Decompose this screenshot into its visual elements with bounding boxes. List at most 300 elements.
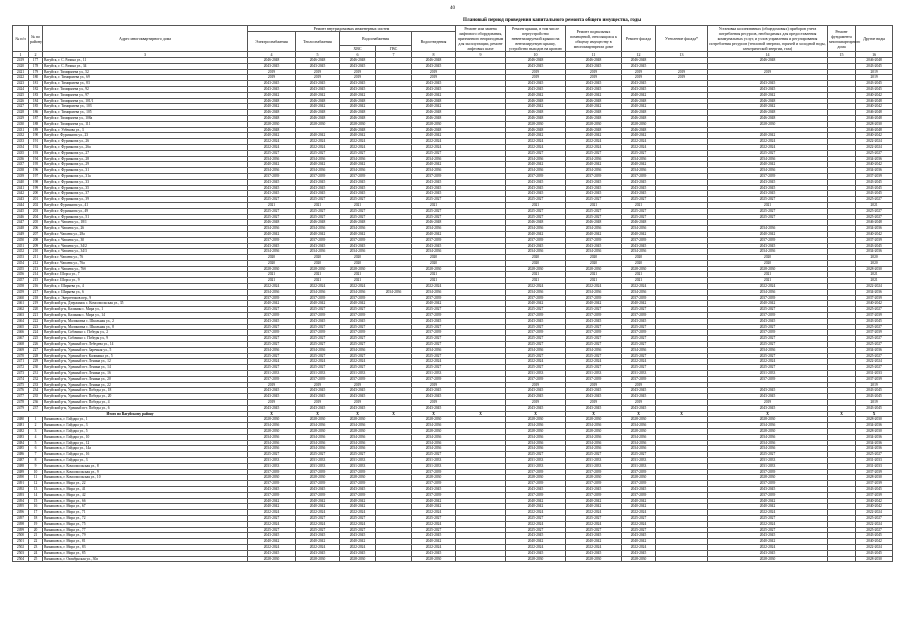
table-cell: 2037-2039: [412, 295, 456, 301]
table-cell: 2428: [13, 110, 29, 116]
table-cell: 2046-2048: [340, 115, 376, 121]
table-cell: 2040-2042: [566, 104, 622, 110]
table-cell: 2452: [13, 249, 29, 255]
table-cell: 2034-2036: [856, 347, 893, 353]
table-cell: 2040-2042: [340, 539, 376, 545]
table-cell: 2432: [13, 133, 29, 139]
table-cell: 2043-2045: [506, 179, 566, 185]
address-cell: Вагуйск г. Тимирязева ул., 92: [43, 86, 248, 92]
header-electricity: Электроснабжения: [248, 32, 296, 52]
table-cell: 2025-2027: [566, 452, 622, 458]
table-cell: 10: [29, 469, 43, 475]
total-cell: X: [622, 411, 656, 417]
table-cell: 2040-2042: [622, 498, 656, 504]
address-cell: Вагуйский р-н, Удачный пгт. Победы ул., 18: [43, 388, 248, 394]
address-cell: Вагуйский р-н, Собачино с. Победы ул., 9: [43, 336, 248, 342]
table-cell: 2020: [856, 260, 893, 266]
address-cell: Вязниковск, г. Октябрьская ул., 30а: [43, 556, 248, 562]
table-cell: 2028-2030: [340, 266, 376, 272]
table-cell: 2021: [708, 202, 828, 208]
table-cell: 2043-2045: [296, 191, 340, 197]
table-cell: 2022-2024: [708, 544, 828, 550]
table-cell: 2019: [296, 400, 340, 406]
table-cell: 233: [29, 382, 43, 388]
table-cell: 2022-2024: [248, 359, 296, 365]
table-cell: 2028-2030: [296, 429, 340, 435]
table-cell: 2043-2045: [506, 388, 566, 394]
table-cell: 2025-2027: [412, 336, 456, 342]
table-cell: 2034-2036: [622, 347, 656, 353]
table-cell: 2019: [340, 382, 376, 388]
table-cell: 2040-2042: [506, 92, 566, 98]
table-body: [13, 58, 893, 562]
table-cell: 2040-2042: [296, 301, 340, 307]
table-cell: 2043-2045: [506, 243, 566, 249]
table-cell: 187: [29, 115, 43, 121]
address-cell: Вагуйск г. Чапаева ул., 76а: [43, 260, 248, 266]
table-cell: 2040-2042: [296, 504, 340, 510]
table-cell: 2034-2036: [856, 168, 893, 174]
table-cell: 2476: [13, 388, 29, 394]
table-cell: 2021: [248, 272, 296, 278]
table-cell: 2034-2036: [412, 156, 456, 162]
table-cell: 2034-2036: [708, 423, 828, 429]
table-cell: 2028-2030: [412, 429, 456, 435]
table-cell: 2022-2024: [296, 359, 340, 365]
address-cell: Вагуйск, г. Энергетиков пер., 9: [43, 295, 248, 301]
table-cell: 2446: [13, 214, 29, 220]
table-cell: 2034-2036: [340, 446, 376, 452]
table-cell: 2037-2039: [296, 376, 340, 382]
table-cell: 2046-2048: [248, 220, 296, 226]
table-cell: 2037-2039: [412, 313, 456, 319]
table-cell: 2034-2036: [296, 434, 340, 440]
header-foundation: Ремонт фундамента многоквартирного дома: [828, 26, 856, 52]
table-cell: 2040-2042: [856, 231, 893, 237]
table-cell: 202: [29, 202, 43, 208]
table-cell: 2465: [13, 324, 29, 330]
table-cell: 2043-2045: [412, 63, 456, 69]
table-cell: 195: [29, 162, 43, 168]
table-cell: 2022-2024: [296, 521, 340, 527]
table-cell: 2040-2042: [412, 104, 456, 110]
table-cell: 2031-2033: [856, 457, 893, 463]
table-cell: 2025-2027: [340, 197, 376, 203]
table-cell: 2028-2030: [708, 121, 828, 127]
table-cell: 2022-2024: [708, 359, 828, 365]
table-cell: 2025-2027: [708, 197, 828, 203]
table-cell: 2043-2045: [296, 86, 340, 92]
table-cell: 2043-2045: [708, 550, 828, 556]
table-cell: 2025-2027: [296, 214, 340, 220]
table-cell: 2046-2048: [622, 220, 656, 226]
table-cell: 2034-2036: [412, 440, 456, 446]
table-cell: 2037-2039: [566, 237, 622, 243]
table-cell: 2043-2045: [340, 318, 376, 324]
address-cell: Вагуйск г. Тимирязева ул., 111: [43, 121, 248, 127]
table-cell: 2034-2036: [248, 440, 296, 446]
table-cell: 2040-2042: [622, 301, 656, 307]
table-cell: 2040-2042: [340, 104, 376, 110]
table-cell: 2028-2030: [622, 266, 656, 272]
table-cell: 2034-2036: [856, 156, 893, 162]
table-cell: 2034-2036: [340, 423, 376, 429]
table-cell: 2019: [506, 75, 566, 81]
address-cell: Вагуйск г. Тимирязева ул., 108а: [43, 115, 248, 121]
table-cell: 2040-2042: [248, 92, 296, 98]
address-cell: Вагуйский р-н, Удачный пгт. Ленина ул., 14: [43, 365, 248, 371]
table-cell: 2037-2039: [412, 481, 456, 487]
table-cell: 197: [29, 173, 43, 179]
table-cell: 2043-2045: [566, 63, 622, 69]
table-cell: 2040-2042: [506, 301, 566, 307]
table-cell: 2019: [248, 75, 296, 81]
table-cell: 2046-2048: [412, 98, 456, 104]
table-cell: 2037-2039: [248, 173, 296, 179]
table-cell: 2043-2045: [506, 185, 566, 191]
header-drainage: Водоотведения: [412, 32, 456, 52]
table-cell: 2442: [13, 191, 29, 197]
period-title: Плановый период проведения капитального ремонта общего имущества, годы: [463, 17, 642, 23]
table-cell: 2043-2045: [248, 243, 296, 249]
table-cell: 2019: [622, 69, 656, 75]
address-cell: Вагуйск, г. Фурманова ул., 26: [43, 139, 248, 145]
table-cell: 2043-2045: [340, 191, 376, 197]
address-cell: Вагуйск, г. Тимирязева ул., 103: [43, 104, 248, 110]
table-cell: 2040-2042: [856, 104, 893, 110]
table-cell: 2028-2030: [412, 121, 456, 127]
table-cell: 2040-2042: [566, 162, 622, 168]
table-cell: 2034-2036: [412, 423, 456, 429]
table-cell: 21: [29, 533, 43, 539]
table-cell: 2458: [13, 284, 29, 290]
page-number: 40: [450, 6, 455, 11]
table-cell: 186: [29, 110, 43, 116]
table-cell: 2040-2042: [340, 504, 376, 510]
address-cell: Вагуйск, г. Фурманова ул., 35: [43, 185, 248, 191]
table-cell: 2022-2024: [566, 284, 622, 290]
table-cell: 2020: [340, 260, 376, 266]
table-cell: 2028-2030: [340, 475, 376, 481]
table-cell: 2040-2042: [566, 498, 622, 504]
table-cell: 2037-2039: [412, 376, 456, 382]
table-cell: 2043-2045: [622, 533, 656, 539]
table-cell: 2031-2033: [340, 371, 376, 377]
table-cell: 24: [29, 550, 43, 556]
table-cell: 2034-2036: [340, 168, 376, 174]
table-cell: 2043-2045: [340, 81, 376, 87]
table-cell: 2043-2045: [248, 486, 296, 492]
table-cell: 2021: [856, 272, 893, 278]
table-cell: 2040-2042: [248, 504, 296, 510]
table-cell: 2021: [412, 278, 456, 284]
table-cell: 2028-2030: [248, 429, 296, 435]
table-cell: 2025-2027: [856, 452, 893, 458]
table-cell: 2040-2042: [248, 498, 296, 504]
table-cell: 2459: [13, 289, 29, 295]
address-cell: Вагуйск г. Тимирязева ул., 52: [43, 69, 248, 75]
table-cell: 2504: [13, 556, 29, 562]
table-cell: 2037-2039: [248, 469, 296, 475]
column-number: 4: [248, 52, 296, 58]
address-cell: Вагуйск, г. С. Разина ул., 34: [43, 63, 248, 69]
table-cell: 2037-2039: [412, 237, 456, 243]
table-cell: 2502: [13, 544, 29, 550]
table-cell: 2037-2039: [506, 469, 566, 475]
table-cell: 2043-2045: [622, 86, 656, 92]
table-cell: 2501: [13, 539, 29, 545]
table-cell: 2019: [656, 69, 708, 75]
table-cell: 2025-2027: [340, 336, 376, 342]
table-cell: 2025-2027: [412, 342, 456, 348]
table-cell: 2022-2024: [856, 144, 893, 150]
table-cell: 2034-2036: [622, 249, 656, 255]
table-cell: 2021: [856, 278, 893, 284]
table-cell: 2025-2027: [506, 342, 566, 348]
address-cell: Вагуйский р-н, Калинин с. Мира ул., 1: [43, 307, 248, 313]
table-cell: 2037-2039: [412, 330, 456, 336]
table-cell: 177: [29, 58, 43, 64]
table-cell: 2034-2036: [296, 289, 340, 295]
table-cell: 2019: [506, 400, 566, 406]
address-cell: Вагуйск, г. Ширяева ул., 6: [43, 289, 248, 295]
table-cell: 2043-2045: [708, 191, 828, 197]
table-cell: 2043-2045: [856, 533, 893, 539]
table-cell: 2037-2039: [622, 492, 656, 498]
table-cell: 2040-2042: [566, 301, 622, 307]
address-cell: Вагуйск г. Шорса ул., 7: [43, 272, 248, 278]
table-cell: 2034-2036: [566, 423, 622, 429]
column-number: 5: [296, 52, 340, 58]
table-cell: 2046-2048: [296, 58, 340, 64]
table-cell: 2043-2045: [566, 388, 622, 394]
table-cell: 2019: [708, 69, 828, 75]
table-cell: 2046-2048: [506, 58, 566, 64]
table-cell: 2025-2027: [856, 336, 893, 342]
table-cell: 204: [29, 214, 43, 220]
table-cell: 2475: [13, 382, 29, 388]
address-cell: Вагуйск г. Фурманова ул., 49: [43, 208, 248, 214]
table-cell: 2019: [412, 69, 456, 75]
table-cell: 2021: [340, 278, 376, 284]
header-hot-water: ГВС: [376, 46, 412, 52]
address-cell: Вагуйск г. Фурманова ул., 41: [43, 202, 248, 208]
table-cell: 2043-2045: [856, 185, 893, 191]
table-cell: 2497: [13, 515, 29, 521]
table-cell: 2028-2030: [566, 417, 622, 423]
table-cell: 2037-2039: [566, 492, 622, 498]
table-cell: 2025-2027: [566, 336, 622, 342]
table-cell: 2022-2024: [708, 521, 828, 527]
total-cell: X: [248, 411, 296, 417]
column-number: 6: [340, 52, 376, 58]
column-number: 10: [506, 52, 566, 58]
table-cell: 2025-2027: [248, 527, 296, 533]
table-cell: 2037-2039: [622, 376, 656, 382]
table-cell: 2025-2027: [506, 197, 566, 203]
table-cell: 2034-2036: [296, 440, 340, 446]
table-cell: 2021: [340, 272, 376, 278]
table-cell: 2025-2027: [566, 353, 622, 359]
table-cell: 2469: [13, 347, 29, 353]
address-cell: Вагуйский р-н, Удачный пгт. Лебедева ул., 14: [43, 342, 248, 348]
table-cell: 2043-2045: [296, 179, 340, 185]
table-cell: 2025-2027: [340, 353, 376, 359]
table-cell: 2022-2024: [622, 544, 656, 550]
table-cell: 2034-2036: [340, 347, 376, 353]
table-cell: 2025-2027: [506, 452, 566, 458]
table-cell: 2046-2048: [856, 110, 893, 116]
table-cell: 2022-2024: [340, 139, 376, 145]
table-cell: 23: [29, 544, 43, 550]
table-cell: 2477: [13, 394, 29, 400]
table-cell: 225: [29, 336, 43, 342]
table-cell: 2040-2042: [412, 162, 456, 168]
table-cell: 2043-2045: [412, 486, 456, 492]
table-cell: 2037-2039: [296, 237, 340, 243]
table-cell: 2043-2045: [566, 191, 622, 197]
table-cell: 236: [29, 400, 43, 406]
table-cell: 2025-2027: [340, 150, 376, 156]
table-cell: 2025-2027: [708, 342, 828, 348]
table-cell: 2037-2039: [856, 492, 893, 498]
table-cell: 2022-2024: [296, 139, 340, 145]
table-cell: 2046-2048: [856, 58, 893, 64]
table-cell: 2448: [13, 226, 29, 232]
table-cell: 2034-2036: [296, 347, 340, 353]
table-cell: 2043-2045: [412, 405, 456, 411]
table-cell: 207: [29, 231, 43, 237]
table-cell: 2492: [13, 486, 29, 492]
table-cell: 2025-2027: [566, 342, 622, 348]
table-cell: 183: [29, 92, 43, 98]
table-cell: 2025-2027: [856, 365, 893, 371]
table-cell: 2037-2039: [296, 295, 340, 301]
table-cell: 2043-2045: [340, 388, 376, 394]
table-cell: 2019: [248, 69, 296, 75]
table-cell: 2028-2030: [412, 417, 456, 423]
table-cell: 2022-2024: [566, 139, 622, 145]
table-cell: 2025-2027: [296, 515, 340, 521]
table-cell: 2037-2039: [708, 295, 828, 301]
table-cell: 2040-2042: [248, 104, 296, 110]
table-cell: 2028-2030: [506, 429, 566, 435]
table-cell: 2022-2024: [412, 359, 456, 365]
table-cell: 2025-2027: [248, 307, 296, 313]
header-cold-water: ХВС: [340, 46, 376, 52]
table-cell: 227: [29, 347, 43, 353]
table-cell: 2046-2048: [622, 115, 656, 121]
table-cell: [656, 556, 708, 562]
table-cell: 2025-2027: [248, 452, 296, 458]
table-cell: 2043-2045: [856, 388, 893, 394]
header-lifts: Ремонт или замена лифтового оборудования, признанного непригодным для эксплуатации, ремонт лифтовых шахт: [456, 26, 506, 52]
table-cell: 19: [29, 521, 43, 527]
table-cell: 2028-2030: [622, 556, 656, 562]
table-cell: 203: [29, 208, 43, 214]
total-cell: X: [708, 411, 828, 417]
table-cell: 2025-2027: [622, 307, 656, 313]
table-cell: 2037-2039: [506, 313, 566, 319]
table-cell: 2037-2039: [622, 237, 656, 243]
table-cell: 2028-2030: [248, 475, 296, 481]
table-cell: 2022-2024: [296, 284, 340, 290]
table-cell: 2022-2024: [566, 510, 622, 516]
table-cell: 2037-2039: [566, 330, 622, 336]
table-cell: 2028-2030: [340, 429, 376, 435]
table-cell: 2022-2024: [708, 284, 828, 290]
header-meters: Установка коллективных (общедомовых) приборов учета потребления ресурсов, необходимых для предоставления коммунальных услуг, и узлов управления и регулирования потребления ресурсов (тепловой энергии, горячей и холодной воды, электрической энергии, газа): [709, 26, 826, 51]
table-cell: 2043-2045: [412, 179, 456, 185]
table-cell: 2037-2039: [340, 173, 376, 179]
table-cell: 2025-2027: [506, 365, 566, 371]
table-cell: 2019: [566, 69, 622, 75]
table-cell: 2043-2045: [340, 394, 376, 400]
table-cell: 2419: [13, 58, 29, 64]
table-cell: 2034-2036: [296, 168, 340, 174]
table-cell: 2043-2045: [506, 191, 566, 197]
table-cell: 2043-2045: [248, 185, 296, 191]
table-cell: 2040-2042: [506, 539, 566, 545]
table-cell: 2025-2027: [340, 324, 376, 330]
table-cell: 2025-2027: [296, 307, 340, 313]
table-cell: 2040-2042: [622, 133, 656, 139]
table-cell: 218: [29, 295, 43, 301]
table-cell: 2040-2042: [856, 92, 893, 98]
table-cell: 2037-2039: [340, 237, 376, 243]
table-cell: 2468: [13, 342, 29, 348]
table-cell: 2040-2042: [708, 539, 828, 545]
table-cell: 2019: [622, 75, 656, 81]
table-cell: 179: [29, 69, 43, 75]
table-cell: 2025-2027: [708, 307, 828, 313]
table-cell: 2022-2024: [856, 284, 893, 290]
table-cell: 2441: [13, 185, 29, 191]
table-cell: 2034-2036: [296, 249, 340, 255]
table-cell: 209: [29, 243, 43, 249]
table-cell: 178: [29, 63, 43, 69]
table-cell: 2040-2042: [340, 92, 376, 98]
table-cell: 2022-2024: [856, 139, 893, 145]
table-cell: 2043-2045: [566, 318, 622, 324]
table-cell: 2043-2045: [340, 405, 376, 411]
table-cell: 2022-2024: [340, 521, 376, 527]
table-cell: 2021: [622, 278, 656, 284]
table-cell: 2434: [13, 144, 29, 150]
table-cell: 2043-2045: [340, 533, 376, 539]
table-cell: 2034-2036: [506, 347, 566, 353]
table-cell: 2040-2042: [412, 301, 456, 307]
table-cell: 2022-2024: [566, 359, 622, 365]
table-cell: 2028-2030: [566, 556, 622, 562]
table-cell: 25: [29, 556, 43, 562]
table-cell: 2025-2027: [622, 527, 656, 533]
table-cell: 2046-2048: [566, 220, 622, 226]
table-cell: 2022-2024: [248, 544, 296, 550]
table-cell: 2037-2039: [506, 237, 566, 243]
table-cell: 2444: [13, 202, 29, 208]
table-cell: 198: [29, 179, 43, 185]
table-cell: 2495: [13, 504, 29, 510]
table-cell: 2028-2030: [296, 266, 340, 272]
table-cell: 2040-2042: [708, 92, 828, 98]
table-header: [13, 15, 893, 58]
column-number: 8: [412, 52, 456, 58]
table-cell: 180: [29, 75, 43, 81]
table-cell: 2043-2045: [708, 86, 828, 92]
table-cell: 2025-2027: [506, 527, 566, 533]
table-cell: 2025-2027: [412, 307, 456, 313]
